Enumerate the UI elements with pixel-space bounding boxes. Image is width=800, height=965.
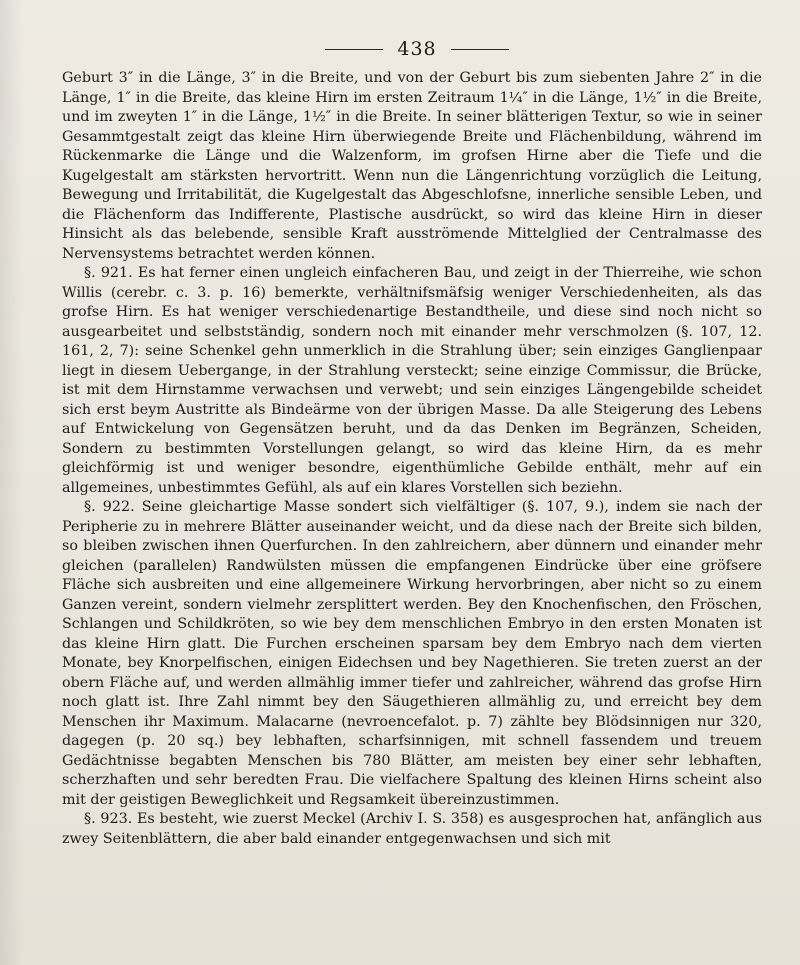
paragraph-section-921: §. 921. Es hat ferner einen ungleich einfacheren Bau, und zeigt in der Thierreihe, wie schon Willis (cerebr. c. 3. p. 16) bemerkte, verhältnifsmäfsig weniger Verschiedenheiten, als das grofse Hirn. Es hat weniger verschiedenartige Bestandtheile, und diese sind noch nicht so ausgearbeitet und selbstständig, sondern noch mit einander mehr verschmolzen (§. 107, 12. 161, 2, 7): seine Schenkel gehn unmerklich in die Strahlung über; sein einziges Ganglienpaar liegt in diesem Uebergange, in der Strahlung versteckt; seine einzige Commissur, die Brücke, ist mit dem Hirnstamme verwachsen und verwebt; und sein einziges Längengebilde scheidet sich erst beym Austritte als Bindeärme von der übrigen Masse. Da alle Steigerung des Lebens auf Entwickelung von Gegensätzen beruht, und da das Denken im Begränzen, Scheiden, Sondern zu bestimmten Vorstellungen gelangt, so wird das kleine Hirn, da es mehr gleichförmig ist und weniger besondre, eigenthümliche Gebilde enthält, mehr auf ein allgemeines, unbestimmtes Gefühl, als auf ein klares Vorstellen sich beziehn.: [62, 265, 762, 496]
header-rule-left: [325, 49, 383, 50]
page-body: [62, 69, 762, 849]
paragraph-continuation: Geburt 3″ in die Länge, 3″ in die Breite, und von der Geburt bis zum siebenten Jahre 2″ in die Länge, 1″ in die Breite, das kleine Hirn im ersten Zeitraum 1¼″ in die Länge, 1½″ in die Breite, und im zweyten 1″ in die Länge, 1½″ in die Breite. In seiner blätterigen Textur, so wie in seiner Gesammtgestalt zeigt das kleine Hirn überwiegende Breite und Flächenbildung, während im Rückenmarke die Länge und die Walzenform, im grofsen Hirne aber die Tiefe und die Kugelgestalt am stärksten hervortritt. Wenn nun die Längenrichtung vorzüglich die Leitung, Bewegung und Irritabilität, die Kugelgestalt das Abgeschlofsne, innerliche sensible Leben, und die Flächenform das Indifferente, Plastische ausdrückt, so wird das kleine Hirn in dieser Hinsicht als das belebende, sensible Kraft ausströmende Mittelglied der Centralmasse des Nervensystems betrachtet werden können.: [62, 70, 762, 262]
binding-shadow: [0, 0, 24, 965]
page-header: [62, 40, 762, 59]
header-rule-right: [451, 49, 509, 50]
page-number: 438: [397, 38, 437, 60]
paragraph-section-922: §. 922. Seine gleichartige Masse sondert sich vielfältiger (§. 107, 9.), indem sie nach der Peripherie zu in mehrere Blätter auseinander weicht, und da diese nach der Breite sich bilden, so bleiben zwischen ihnen Querfurchen. In den zahlreichern, aber dünnern und einander mehr gleichen (parallelen) Randwülsten müssen die empfangenen Eindrücke über eine gröfsere Fläche sich ausbreiten und eine allgemeinere Wirkung hervorbringen, aber nicht so zu einem Ganzen vereint, sondern vielmehr zersplittert werden. Bey den Knochenfischen, den Fröschen, Schlangen und Schildkröten, so wie bey dem menschlichen Embryo in den ersten Monaten ist das kleine Hirn glatt. Die Furchen erscheinen sparsam bey dem Embryo nach dem vierten Monate, bey Knorpelfischen, einigen Eidechsen und bey Nagethieren. Sie treten zuerst an der obern Fläche auf, und werden allmählig immer tiefer und zahlreicher, während das grofse Hirn noch glatt ist. Ihre Zahl nimmt bey den Säugethieren allmählig zu, und erreicht bey dem Menschen ihr Maximum. Malacarne (nevroencefalot. p. 7) zählte bey Blödsinnigen nur 320, dagegen (p. 20 sq.) bey lebhaften, scharfsinnigen, mit schnell fassendem und treuem Gedächtnisse begabten Menschen bis 780 Blätter, am meisten bey einer sehr lebhaften, scherzhaften und sehr beredten Frau. Die vielfachere Spaltung des kleinen Hirns scheint also mit der geistigen Beweglichkeit und Regsamkeit übereinzustimmen.: [62, 499, 762, 808]
paragraph-section-923: §. 923. Es besteht, wie zuerst Meckel (Archiv I. S. 358) es ausgesprochen hat, anfänglich aus zwey Seitenblättern, die aber bald einander entgegenwachsen und sich mit: [62, 811, 762, 847]
